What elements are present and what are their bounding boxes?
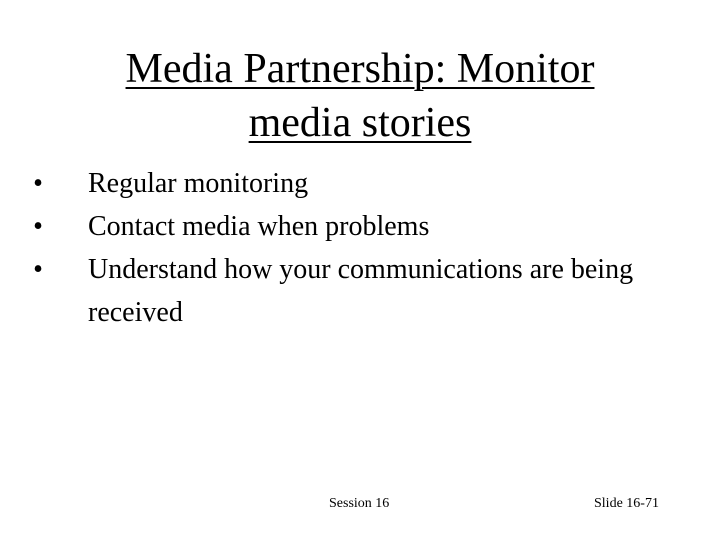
bullet-list <box>28 162 688 334</box>
bullet-item <box>28 205 688 248</box>
slide-title-line-2: media stories <box>248 100 472 146</box>
bullet-icon: • <box>33 168 43 199</box>
footer-slide-number: Slide 16-71 <box>594 496 659 511</box>
footer-session: Session 16 <box>329 496 390 511</box>
bullet-item <box>28 162 688 205</box>
slide-title-line-1: Media Partnership: Monitor <box>125 46 595 92</box>
bullet-icon: • <box>33 254 43 285</box>
bullet-text: Understand how your communications are being received <box>88 254 634 328</box>
slide-title <box>60 42 660 150</box>
bullet-item <box>28 248 688 334</box>
bullet-text: Regular monitoring <box>88 168 309 199</box>
bullet-text: Contact media when problems <box>88 211 430 242</box>
bullet-icon: • <box>33 211 43 242</box>
